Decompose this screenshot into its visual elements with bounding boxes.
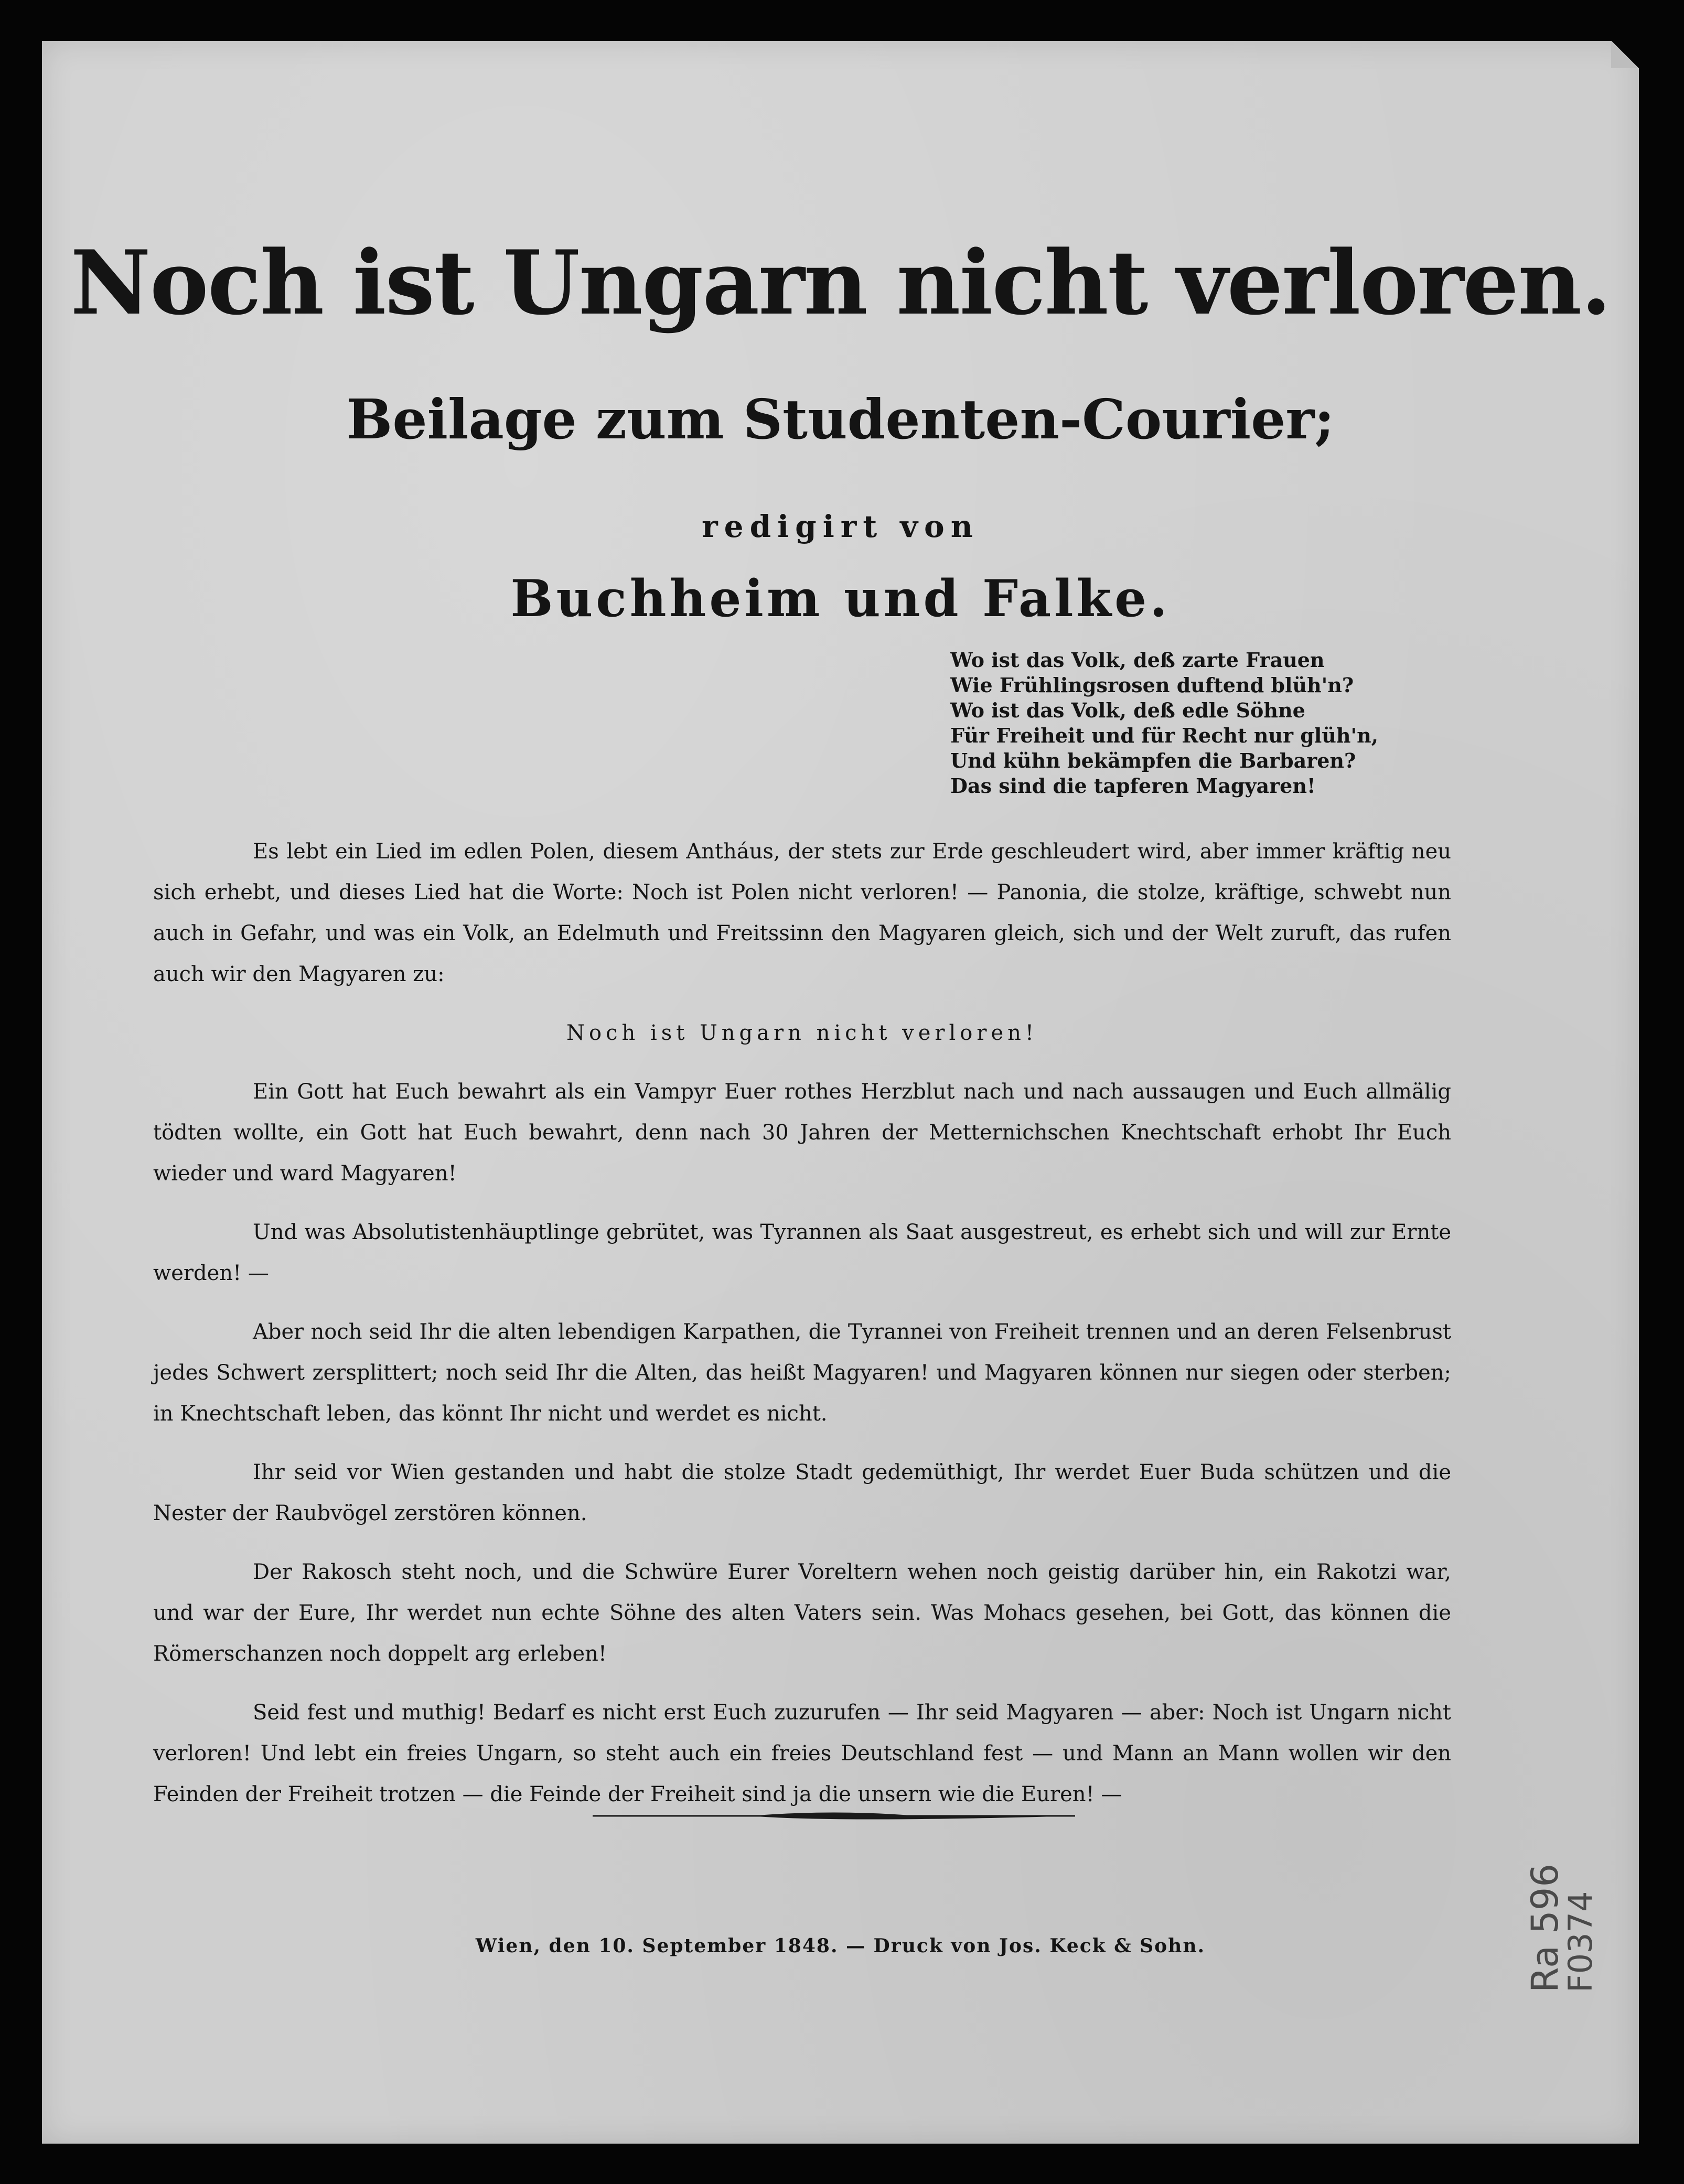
- archive-pencil-mark: [1524, 1820, 1642, 2040]
- paragraph: Aber noch seid Ihr die alten lebendigen Karpathen, die Tyrannei von Freiheit trennen und an deren Felsenbrust jedes Schwert zersplittert; noch seid Ihr die Alten, das heißt Magyaren! und Magyaren können nur siegen oder sterben; in Knechtschaft leben, das könnt Ihr nicht und werdet es nicht.: [153, 1320, 1451, 1426]
- editor-intro: redigirt von: [702, 509, 979, 544]
- poem-line: Wie Frühlingsrosen duftend blüh'n?: [950, 673, 1354, 697]
- editor-names: Buchheim und Falke.: [510, 569, 1171, 628]
- paragraph: Der Rakosch steht noch, und die Schwüre Eurer Voreltern wehen noch geistig darüber hin, ein Rakotzi war, und war der Eure, Ihr werdet nun echte Söhne des alten Vaters sein. Was Mohacs gesehen, bei Gott, das können die Römerschanzen noch doppelt arg erleben!: [153, 1560, 1451, 1666]
- epigraph-poem: [950, 648, 1580, 799]
- body-text: [153, 831, 1451, 1833]
- poster-subtitle: Beilage zum Studenten-Courier;: [346, 387, 1335, 451]
- paragraph: Und was Absolutistenhäuptlinge gebrütet, was Tyrannen als Saat ausgestreut, es erhebt sich und will zur Ernte werden! —: [153, 1220, 1451, 1285]
- archive-mark-line: Ra 596: [1524, 1864, 1567, 1993]
- paragraph: Ein Gott hat Euch bewahrt als ein Vampyr Euer rothes Herzblut nach und nach aussaugen und Euch allmälig tödten wollte, ein Gott hat Euch bewahrt, denn nach 30 Jahren der Metternichschen Knechtschaft erhobt Ihr Euch wieder und ward Magyaren!: [153, 1080, 1451, 1186]
- poem-line: Wo ist das Volk, deß zarte Frauen: [950, 648, 1325, 672]
- motto-line: Noch ist Ungarn nicht verloren!: [566, 1021, 1038, 1045]
- archive-mark-line: F0374: [1561, 1891, 1600, 1993]
- poem-line: Das sind die tapferen Magyaren!: [950, 774, 1316, 798]
- poster-title: Noch ist Ungarn nicht verloren.: [70, 231, 1611, 335]
- imprint-footer: Wien, den 10. September 1848. — Druck von Jos. Keck & Sohn.: [475, 1935, 1206, 1957]
- paragraph: Seid fest und muthig! Bedarf es nicht erst Euch zuzurufen — Ihr seid Magyaren — aber: Noch ist Ungarn nicht verloren! Und lebt ein freies Ungarn, so steht auch ein freies Deutschland fest — und Mann an Mann wollen wir den Feinden der Freiheit trotzen — die Feinde der Freiheit sind ja die unsern wie die Euren! —: [153, 1701, 1451, 1806]
- folded-corner: [1611, 41, 1639, 68]
- paragraph: Es lebt ein Lied im edlen Polen, diesem Antháus, der stets zur Erde geschleudert wird, aber immer kräftig neu sich erhebt, und dieses Lied hat die Worte: Noch ist Polen nicht verloren! — Panonia, die stolze, kräftige, schwebt nun auch in Gefahr, und was ein Volk, an Edelmuth und Freitssinn den Magyaren gleich, sich und der Welt zuruft, das rufen auch wir den Magyaren zu:: [153, 840, 1451, 986]
- poem-line: Und kühn bekämpfen die Barbaren?: [950, 749, 1356, 772]
- poem-line: Wo ist das Volk, deß edle Söhne: [950, 698, 1305, 722]
- paragraph: Ihr seid vor Wien gestanden und habt die stolze Stadt gedemüthigt, Ihr werdet Euer Buda schützen und die Nester der Raubvögel zerstören können.: [153, 1460, 1451, 1525]
- ornamental-rule: [593, 1809, 1075, 1823]
- poem-line: Für Freiheit und für Recht nur glüh'n,: [950, 724, 1378, 747]
